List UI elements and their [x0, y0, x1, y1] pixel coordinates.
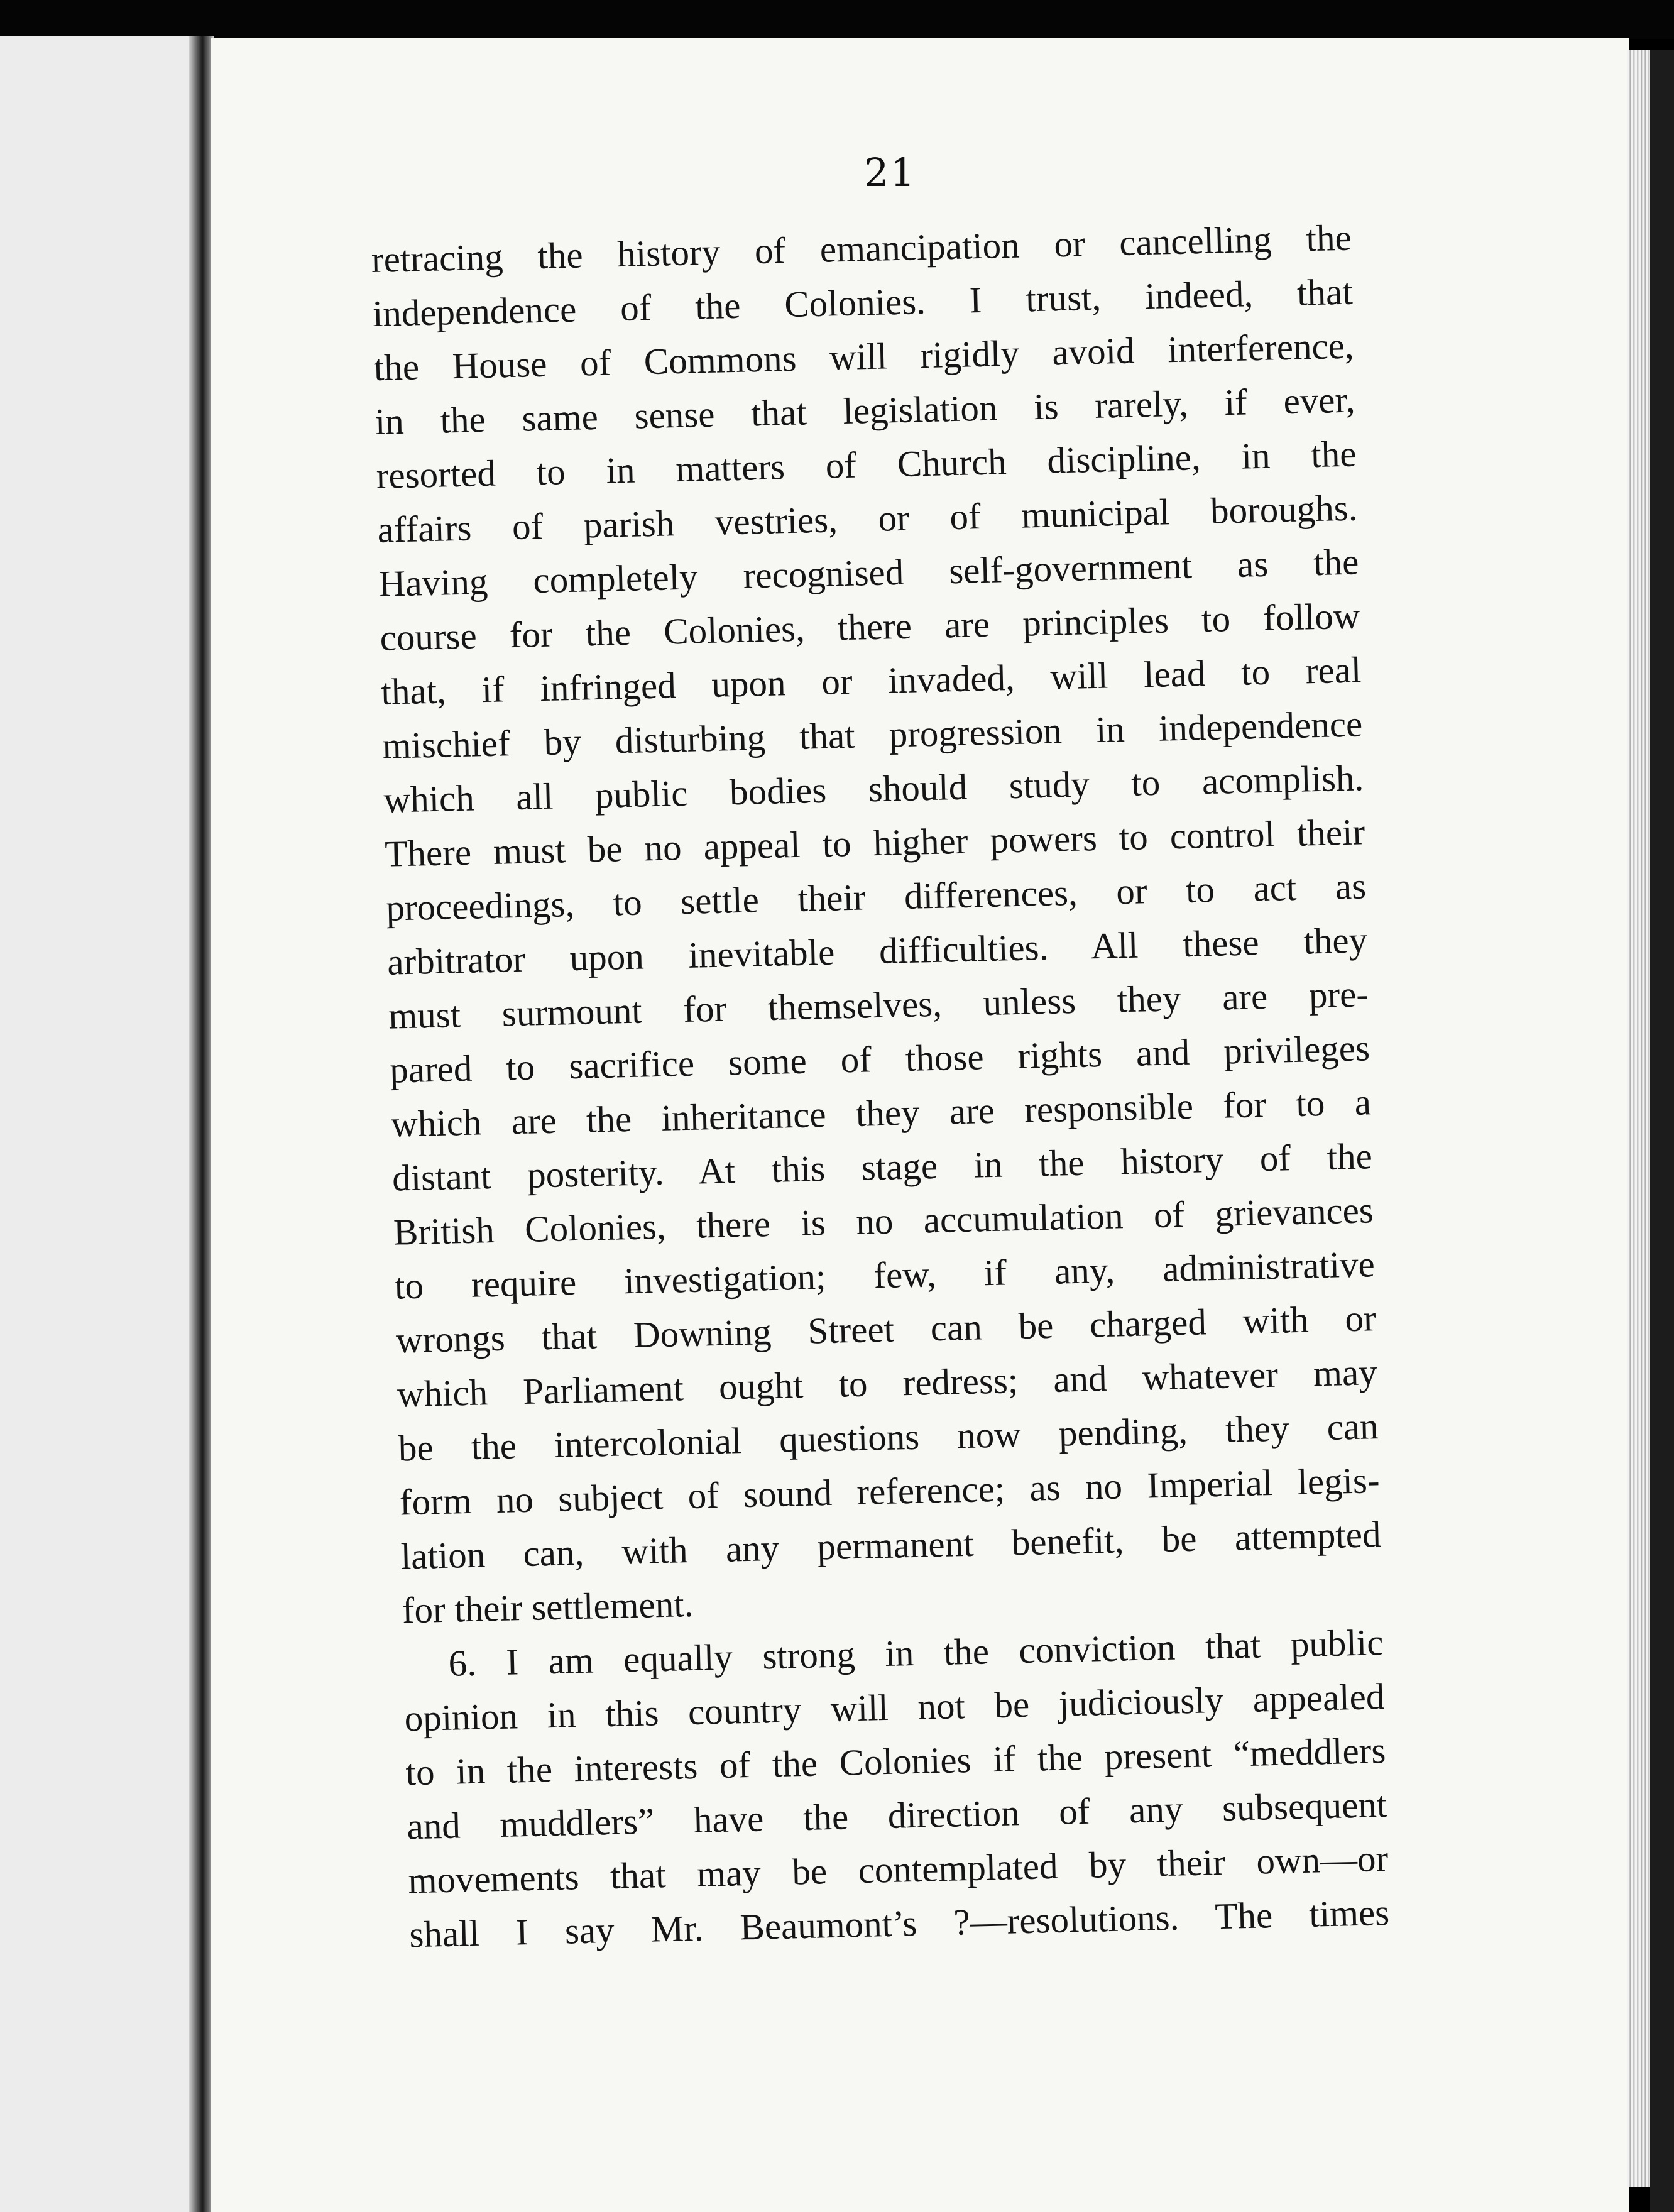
text-line: wrongs that Downing Street can be charged with or — [395, 1297, 1377, 1361]
text-line: proceedings, to settle their differences, or to act as — [385, 865, 1367, 929]
text-line: opinion in this country will not be judiciously appealed — [403, 1675, 1386, 1739]
text-line: must surmount for themselves, unless they are pre- — [388, 973, 1369, 1037]
text-line: for their settlement. — [402, 1582, 694, 1631]
text-line: be the intercolonial questions now pending, they can — [398, 1405, 1379, 1469]
text-line: form no subject of sound reference; as no Imperial legis- — [399, 1459, 1381, 1523]
text-line: arbitrator upon inevitable difficulties. All these they — [386, 919, 1368, 983]
text-line: the House of Commons will rigidly avoid interference, — [373, 324, 1355, 388]
scan-top-border — [0, 0, 1674, 39]
text-line: independence of the Colonies. I trust, indeed, that — [372, 270, 1354, 334]
text-line: to require investigation; few, if any, administrative — [394, 1243, 1376, 1307]
text-line: British Colonies, there is no accumulation of grievances — [393, 1189, 1374, 1253]
page-number: 21 — [864, 150, 916, 195]
text-line: Having completely recognised self-government as the — [378, 540, 1360, 605]
page-edges — [1628, 50, 1650, 2187]
text-line: which Parliament ought to redress; and whatever may — [397, 1351, 1378, 1415]
text-line: shall I say Mr. Beaumont’s ?—resolutions. The times — [408, 1891, 1390, 1956]
paragraph-start-line: 6. I am equally strong in the conviction that public — [447, 1621, 1384, 1684]
text-line: to in the interests of the Colonies if the present “meddlers — [405, 1729, 1386, 1793]
text-line: course for the Colonies, there are principles to follow — [379, 594, 1360, 659]
text-line: retracing the history of emancipation or cancelling the — [371, 216, 1352, 280]
text-line: mischief by disturbing that progression in independence — [381, 703, 1363, 767]
body-text — [371, 211, 1390, 1962]
text-line: There must be no appeal to higher powers to control their — [384, 811, 1365, 875]
text-line: lation can, with any permanent benefit, be attempted — [400, 1513, 1382, 1577]
text-line: pared to sacrifice some of those rights and privileges — [389, 1027, 1370, 1091]
left-page — [0, 36, 200, 2212]
scan-right-border — [1650, 50, 1674, 2212]
text-line: which are the inheritance they are responsible for to a — [390, 1081, 1372, 1145]
text-line: affairs of parish vestries, or of municipal boroughs. — [376, 486, 1359, 550]
book-gutter — [189, 36, 214, 2212]
text-line: which all public bodies should study to acomplish. — [383, 757, 1364, 821]
text-line: and muddlers” have the direction of any subsequent — [406, 1783, 1387, 1848]
text-line: distant posterity. At this stage in the history of the — [391, 1135, 1373, 1199]
text-line: resorted to in matters of Church discipline, in the — [376, 432, 1357, 496]
text-line: movements that may be contemplated by their own—or — [407, 1837, 1389, 1902]
text-line: in the same sense that legislation is rarely, if ever, — [375, 378, 1356, 442]
text-line: that, if infringed upon or invaded, will lead to real — [380, 649, 1362, 713]
